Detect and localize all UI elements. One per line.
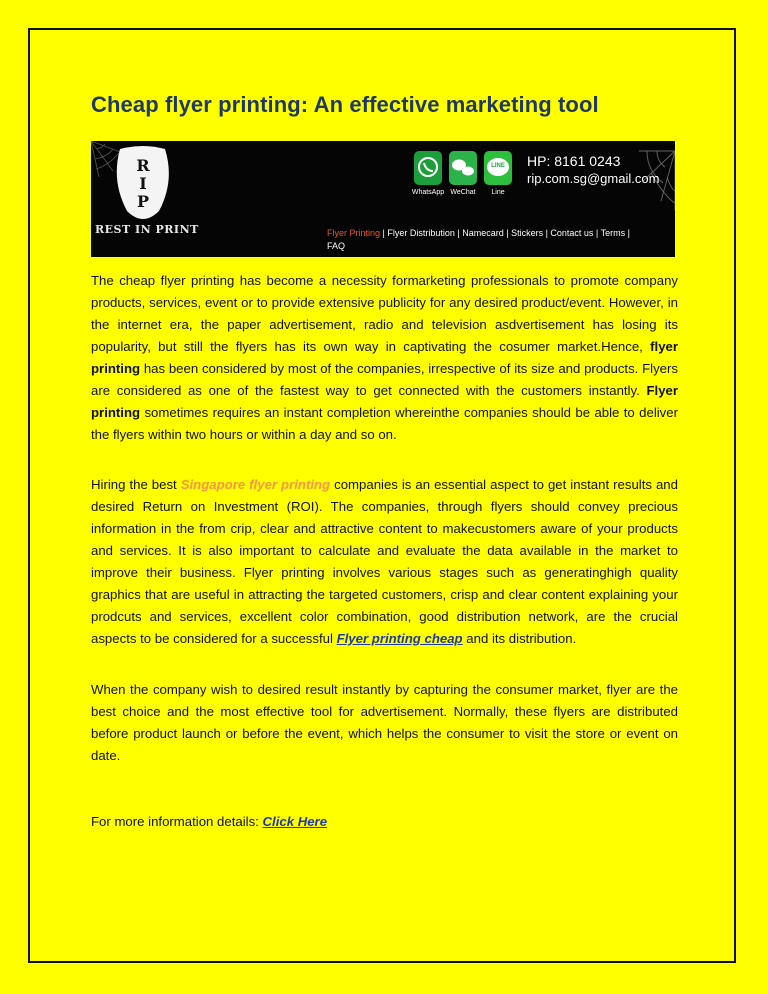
- contact-phone: HP: 8161 0243: [527, 153, 621, 169]
- nav-flyer-printing[interactable]: Flyer Printing: [327, 228, 381, 238]
- svg-text:I: I: [139, 174, 147, 193]
- contact-email: rip.com.sg@gmail.com: [527, 171, 660, 186]
- p1-bold-flyer-printing: flyer printing: [91, 339, 678, 376]
- whatsapp-icon: [414, 151, 442, 185]
- p1-text-c: sometimes requires an instant completion whereinthe companies should be able to deliver the flyers within two hours or within a day and so on.: [91, 405, 678, 442]
- app-label-whatsapp: WhatsApp: [411, 189, 445, 196]
- document-title: Cheap flyer printing: An effective marketing tool: [91, 92, 599, 117]
- click-here-link[interactable]: Click Here: [262, 814, 328, 829]
- paragraph-consumer-market: When the company wish to desired result instantly by capturing the consumer market, flyer are the best choice and the most effective tool for advertisement. Normally, these flyers are distributed before product launch or before the event, which helps the consumer to visit the store or event on date.: [91, 682, 678, 763]
- p2-text-c: and its distribution.: [462, 631, 577, 646]
- app-label-line: Line: [491, 189, 505, 196]
- banner-nav: [327, 227, 657, 253]
- line-badge-text: LINE: [491, 163, 505, 169]
- svg-text:P: P: [136, 192, 150, 211]
- p1-text-a: The cheap flyer printing has become a necessity formarketing professionals to promote company products, services, event or to provide extensive publicity for any desired product/event. However, in the internet era, the paper advertisement, radio and television asdvertisement has losing its popularity, but still the flyers has its own way in captivating the cosumer market.Hence,: [91, 273, 678, 354]
- p2-text-a: Hiring the best: [91, 477, 181, 492]
- flyer-printing-cheap-link[interactable]: Flyer printing cheap: [336, 631, 463, 646]
- nav-faq[interactable]: FAQ: [327, 241, 346, 251]
- wechat-icon: [449, 151, 477, 185]
- nav-links[interactable]: | Flyer Distribution | Namecard | Stickers | Contact us | Terms |: [380, 228, 630, 238]
- paragraph-hiring: [91, 474, 678, 650]
- p4-text: For more information details:: [91, 814, 263, 829]
- p1-bold-flyer-printing-2: Flyer printing: [91, 383, 678, 420]
- svg-text:R: R: [136, 156, 150, 175]
- singapore-flyer-printing-link[interactable]: Singapore flyer printing: [180, 477, 331, 492]
- paragraph-intro: [91, 270, 678, 446]
- p1-text-b: has been considered by most of the companies, irrespective of its size and products. Flyers are considered as one of the fastest way to get connected with the customers instantly.: [91, 361, 678, 398]
- p2-text-b: companies is an essential aspect to get instant results and desired Return on Investment (ROI). The companies, through flyers should convey precious information in the from crip, clear and attractive content to makecustomers aware of your products and services. It is also important to calculate and evaluate the data available in the market to improve their business. Flyer printing involves various stages such as generatinghigh quality graphics that are useful in attracting the targeted customers, crisp and clear content explaining your prodcuts and services, excellent color combination, good distribution network, are the crucial aspects to be considered for a successful: [91, 477, 678, 646]
- header-banner-image: [91, 141, 675, 257]
- logo-caption: REST IN PRINT: [95, 223, 199, 236]
- paragraph-more-info: [91, 811, 678, 833]
- app-label-wechat: WeChat: [450, 189, 476, 196]
